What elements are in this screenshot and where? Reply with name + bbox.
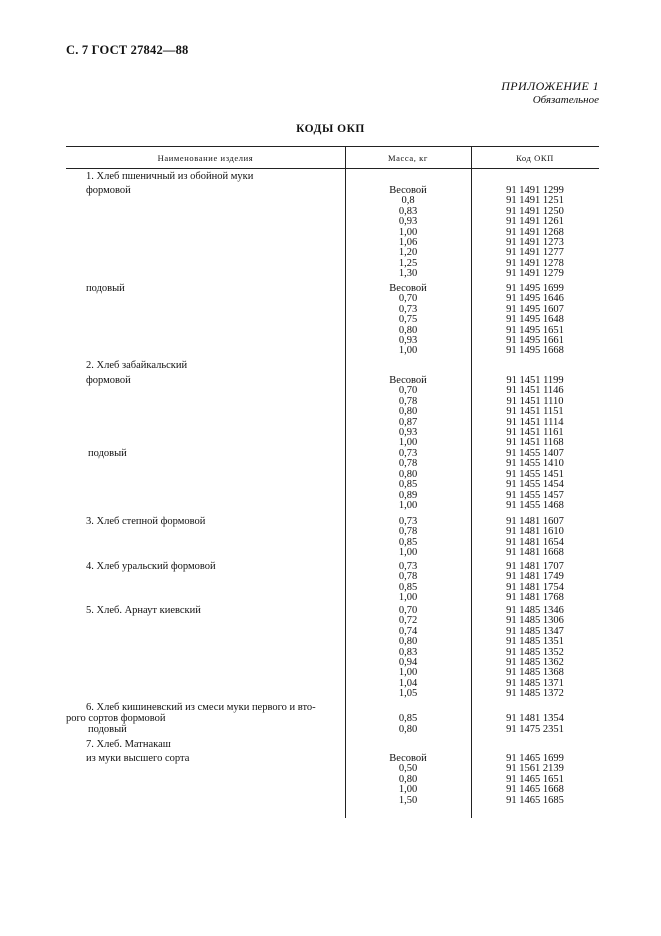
okp-code: 91 1465 1699	[506, 753, 564, 764]
okp-code: 91 1485 1346	[506, 605, 564, 616]
mass-cell	[345, 725, 471, 735]
mass-value: 0,85	[398, 713, 418, 724]
mass-value: 0,80	[398, 406, 418, 418]
mass-cell	[345, 449, 471, 511]
mass-value: 1,20	[398, 247, 418, 259]
product-heading: 7. Хлеб. Матнакаш	[86, 739, 171, 750]
mass-value: 0,73	[398, 303, 418, 315]
mass-value: 0,94	[398, 657, 418, 669]
mass-cell	[345, 186, 471, 280]
mass-value: 1,50	[398, 794, 418, 806]
okp-code: 91 1481 1654	[506, 536, 564, 548]
mass-value: 1,00	[398, 592, 418, 604]
product-heading: 1. Хлеб пшеничный из обойной муки	[86, 171, 254, 182]
mass-value: 0,78	[398, 395, 418, 407]
mass-value: 1,00	[398, 226, 418, 238]
product-name: 5. Хлеб. Арнаут киевский	[86, 605, 201, 616]
okp-code: 91 1451 1161	[506, 427, 564, 439]
mass-value: 1,06	[398, 237, 418, 249]
okp-code-cell	[471, 376, 599, 449]
okp-code: 91 1485 1368	[506, 667, 564, 679]
mass-value: 0,78	[398, 526, 418, 538]
mass-cell	[345, 376, 471, 449]
okp-code-cell	[471, 517, 599, 559]
mass-value: 0,83	[398, 205, 418, 217]
mass-cell	[345, 606, 471, 700]
column-header-name: Наименование изделия	[157, 153, 254, 163]
annex-title: ПРИЛОЖЕНИЕ 1	[501, 79, 599, 93]
mass-value: Весовой	[389, 753, 427, 764]
okp-code: 91 1465 1651	[506, 773, 564, 785]
mass-value: 1,00	[398, 547, 418, 559]
annex-subtitle: Обязательное	[532, 94, 599, 106]
okp-code: 91 1561 2139	[506, 763, 564, 775]
mass-cell	[345, 754, 471, 806]
mass-value: 1,25	[398, 257, 418, 269]
mass-cell	[345, 714, 471, 724]
okp-code-cell	[471, 725, 599, 735]
mass-value: 0,70	[398, 385, 418, 397]
okp-code: 91 1455 1457	[506, 489, 564, 501]
mass-value: 0,78	[398, 458, 418, 470]
mass-value: 0,80	[398, 324, 418, 336]
product-name: из муки высшего сорта	[86, 753, 190, 764]
product-heading-continued: рого сортов формовой	[66, 713, 166, 724]
okp-code: 91 1481 1707	[506, 561, 564, 572]
okp-code: 91 1491 1251	[506, 195, 564, 207]
product-heading: 2. Хлеб забайкальский	[86, 360, 188, 371]
product-name: подовый	[88, 448, 127, 459]
table-title: КОДЫ ОКП	[296, 123, 365, 135]
okp-code: 91 1481 1610	[506, 526, 564, 538]
okp-code: 91 1491 1279	[506, 268, 564, 280]
mass-value: 1,00	[398, 667, 418, 679]
mass-cell	[345, 284, 471, 357]
page-header: С. 7 ГОСТ 27842—88	[66, 43, 189, 57]
okp-code: 91 1485 1352	[506, 646, 564, 658]
okp-code: 91 1495 1648	[506, 314, 564, 326]
mass-value: 1,00	[398, 437, 418, 449]
mass-value: 0,74	[398, 625, 418, 637]
column-header-code: Код ОКП	[516, 153, 554, 163]
okp-code: 91 1485 1351	[506, 636, 564, 648]
mass-value: 0,78	[398, 571, 418, 583]
mass-value: 0,87	[398, 416, 418, 428]
okp-code: 91 1451 1114	[506, 416, 564, 428]
okp-code: 91 1491 1250	[506, 205, 564, 217]
mass-value: 1,00	[398, 500, 418, 512]
okp-code: 91 1485 1306	[506, 615, 564, 627]
mass-value: 0,93	[398, 427, 418, 439]
okp-code: 91 1465 1668	[506, 784, 564, 796]
product-name: 3. Хлеб степной формовой	[86, 516, 206, 527]
okp-code: 91 1491 1261	[506, 216, 564, 228]
okp-code-cell	[471, 606, 599, 700]
mass-value: 0,80	[398, 636, 418, 648]
mass-value: 0,85	[398, 479, 418, 491]
mass-value: 0,89	[398, 489, 418, 501]
mass-value: Весовой	[389, 185, 427, 196]
mass-value: 0,83	[398, 646, 418, 658]
mass-value: 0,85	[398, 581, 418, 593]
okp-code: 91 1451 1199	[506, 375, 564, 386]
okp-code: 91 1495 1661	[506, 335, 564, 347]
product-name: 4. Хлеб уральский формовой	[86, 561, 216, 572]
mass-value: 0,93	[398, 216, 418, 228]
mass-value: Весовой	[389, 283, 427, 294]
mass-value: 1,00	[398, 345, 418, 357]
okp-code: 91 1485 1372	[506, 688, 564, 700]
okp-code: 91 1495 1699	[506, 283, 564, 294]
okp-code: 91 1481 1768	[506, 592, 564, 604]
okp-code: 91 1455 1410	[506, 458, 564, 470]
okp-code: 91 1481 1754	[506, 581, 564, 593]
product-name: формовой	[86, 185, 131, 196]
mass-value: 0,93	[398, 335, 418, 347]
okp-code: 91 1495 1646	[506, 293, 564, 305]
okp-code: 91 1481 1668	[506, 547, 564, 559]
okp-code-cell	[471, 754, 599, 806]
mass-value: 1,00	[398, 784, 418, 796]
mass-value: 0,73	[398, 561, 418, 572]
okp-code-cell	[471, 449, 599, 511]
okp-code: 91 1465 1685	[506, 794, 564, 806]
okp-code: 91 1481 1749	[506, 571, 564, 583]
okp-code: 91 1455 1454	[506, 479, 564, 491]
okp-code: 91 1491 1273	[506, 237, 564, 249]
okp-code: 91 1455 1468	[506, 500, 564, 512]
okp-code-cell	[471, 562, 599, 604]
column-header-mass: Масса, кг	[387, 153, 429, 163]
okp-code-cell	[471, 714, 599, 724]
okp-code: 91 1475 2351	[506, 724, 564, 735]
mass-value: 1,30	[398, 268, 418, 280]
okp-code: 91 1485 1362	[506, 657, 564, 669]
mass-value: 0,85	[398, 536, 418, 548]
okp-code: 91 1455 1451	[506, 468, 564, 480]
okp-code: 91 1485 1347	[506, 625, 564, 637]
mass-value: 1,05	[398, 688, 418, 700]
product-heading: 6. Хлеб кишиневский из смеси муки первого и вто-	[86, 702, 316, 713]
mass-value: 0,80	[398, 468, 418, 480]
mass-value: 0,75	[398, 314, 418, 326]
okp-code: 91 1481 1354	[506, 713, 564, 724]
mass-value: 0,73	[398, 448, 418, 459]
mass-value: 0,50	[398, 763, 418, 775]
okp-code-cell	[471, 186, 599, 280]
mass-value: 0,70	[398, 293, 418, 305]
mass-value: 0,80	[398, 773, 418, 785]
product-name: подовый	[86, 283, 125, 294]
mass-value: 0,70	[398, 605, 418, 616]
okp-code: 91 1491 1299	[506, 185, 564, 196]
okp-code-cell	[471, 284, 599, 357]
mass-cell	[345, 562, 471, 604]
okp-code: 91 1451 1110	[506, 395, 564, 407]
okp-code: 91 1451 1146	[506, 385, 564, 397]
mass-value: 0,80	[398, 724, 418, 735]
mass-value: 0,72	[398, 615, 418, 627]
okp-code: 91 1451 1151	[506, 406, 564, 418]
okp-code: 91 1491 1278	[506, 257, 564, 269]
product-name: формовой	[86, 375, 131, 386]
mass-cell	[345, 517, 471, 559]
mass-value: 1,04	[398, 677, 418, 689]
okp-code: 91 1495 1668	[506, 345, 564, 357]
okp-code: 91 1485 1371	[506, 677, 564, 689]
okp-code: 91 1451 1168	[506, 437, 564, 449]
mass-value: 0,8	[401, 195, 415, 207]
mass-value: 0,73	[398, 516, 418, 527]
okp-code: 91 1491 1268	[506, 226, 564, 238]
mass-value: Весовой	[389, 375, 427, 386]
okp-code: 91 1495 1607	[506, 303, 564, 315]
okp-code: 91 1481 1607	[506, 516, 564, 527]
okp-code: 91 1491 1277	[506, 247, 564, 259]
product-name: подовый	[88, 724, 127, 735]
okp-code: 91 1495 1651	[506, 324, 564, 336]
okp-code: 91 1455 1407	[506, 448, 564, 459]
